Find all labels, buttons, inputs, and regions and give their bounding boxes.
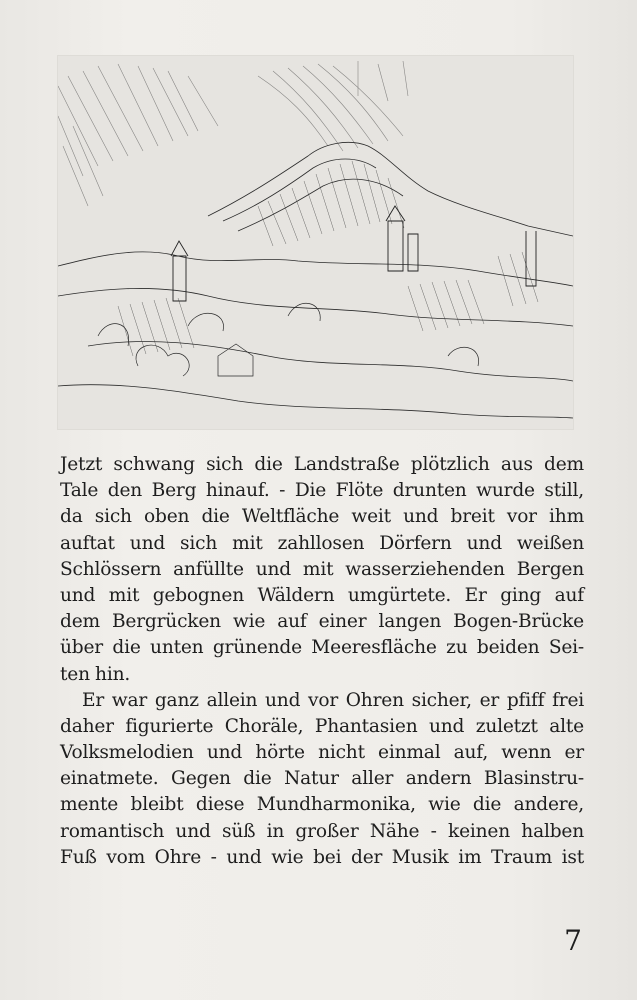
text-line: da sich oben die Weltfläche weit und breit vor ihm — [60, 506, 584, 528]
text-line: Jetzt schwang sich die Landstraße plötzlich aus dem — [60, 454, 584, 475]
text-line: romantisch und süß in großer Nähe - keinen halben — [60, 820, 584, 842]
text-line: dem Bergrücken wie auf einer langen Bogen-Brücke — [60, 611, 584, 633]
text-line: ten hin. — [60, 663, 131, 685]
text-line: Fuß vom Ohre - und wie bei der Musik im Traum ist — [60, 846, 584, 868]
text-line: auftat und sich mit zahllosen Dörfern und weißen — [60, 532, 584, 554]
paragraph-2 — [60, 688, 584, 871]
text-line: und mit gebognen Wäldern umgürtete. Er ging auf — [60, 584, 584, 606]
etching-landscape-illustration — [58, 56, 573, 429]
text-line: einatmete. Gegen die Natur aller andern Blasinstru- — [60, 768, 584, 790]
text-line: Schlössern anfüllte und mit wasserziehenden Bergen — [60, 558, 584, 580]
page-number: 7 — [564, 924, 582, 957]
text-line: Tale den Berg hinauf. - Die Flöte drunten wurde still, — [60, 480, 584, 502]
text-line: über die unten grünende Meeresfläche zu beiden Sei- — [60, 637, 584, 659]
text-line: Er war ganz allein und vor Ohren sicher, er pfiff frei — [82, 689, 584, 711]
text-line: mente bleibt diese Mundharmonika, wie die andere, — [60, 794, 584, 816]
text-line: daher figurierte Choräle, Phantasien und zuletzt alte — [60, 715, 584, 737]
text-line: Volksmelodien und hörte nicht einmal auf, wenn er — [60, 742, 584, 764]
etching-plate — [58, 56, 573, 429]
paragraph-1 — [60, 452, 584, 688]
body-text — [60, 452, 584, 871]
